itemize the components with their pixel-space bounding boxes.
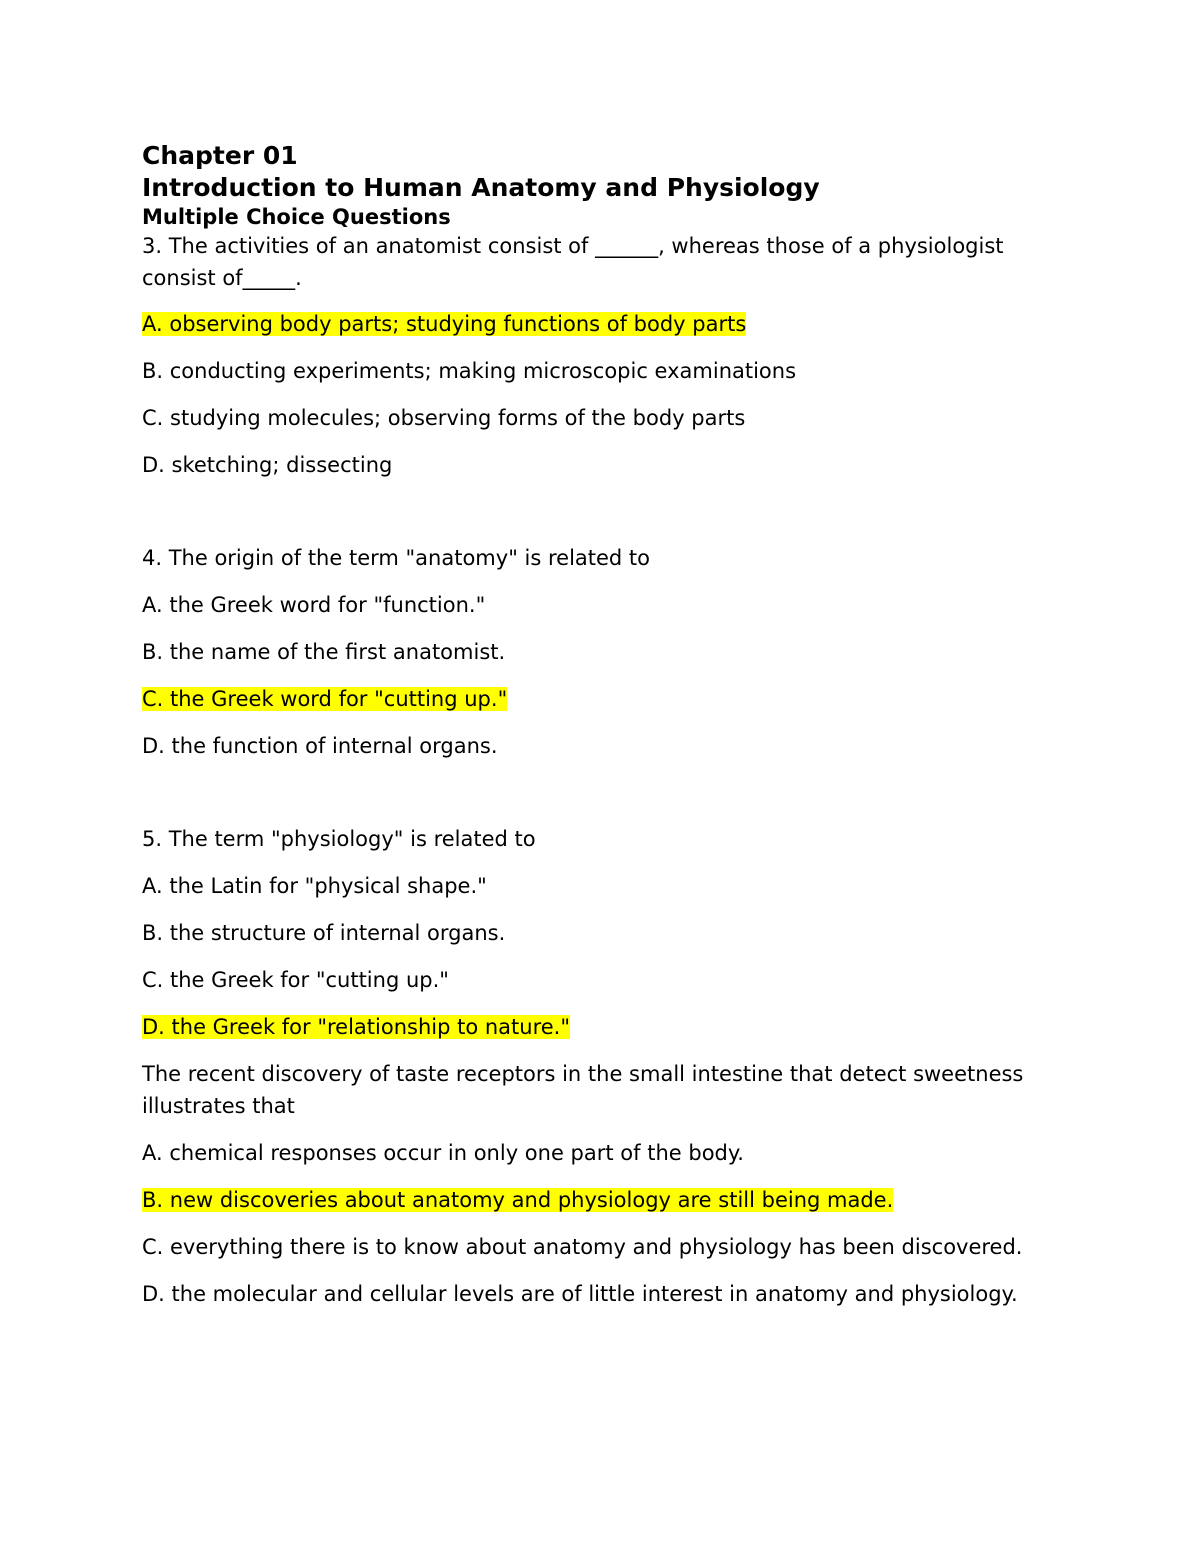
question-stem: 3. The activities of an anatomist consist of ______, whereas those of a physiologist consist of_____. — [142, 234, 1004, 290]
answer-option: C. studying molecules; observing forms of the body parts — [142, 406, 746, 430]
answer-option: C. everything there is to know about anatomy and physiology has been discovered. — [142, 1235, 1023, 1259]
answer-option-correct: C. the Greek word for "cutting up." — [142, 687, 508, 711]
question-block — [142, 542, 1042, 762]
answer-option-correct: B. new discoveries about anatomy and physiology are still being made. — [142, 1188, 894, 1212]
answer-option: D. the function of internal organs. — [142, 734, 498, 758]
chapter-heading: Chapter 01 — [142, 141, 298, 170]
question-block — [142, 230, 1042, 481]
answer-option: B. the name of the first anatomist. — [142, 640, 506, 664]
answer-option-correct: D. the Greek for "relationship to nature." — [142, 1015, 571, 1039]
answer-option: B. the structure of internal organs. — [142, 921, 506, 945]
document-page — [142, 140, 1042, 1325]
question-block — [142, 1058, 1042, 1310]
question-stem: 5. The term "physiology" is related to — [142, 827, 536, 851]
answer-option: D. sketching; dissecting — [142, 453, 393, 477]
spacer — [142, 777, 1042, 823]
answer-option-correct: A. observing body parts; studying functions of body parts — [142, 312, 747, 336]
chapter-title: Introduction to Human Anatomy and Physiology — [142, 173, 820, 202]
section-heading: Multiple Choice Questions — [142, 205, 451, 229]
question-stem: 4. The origin of the term "anatomy" is related to — [142, 546, 651, 570]
answer-option: A. the Greek word for "function." — [142, 593, 486, 617]
answer-option: C. the Greek for "cutting up." — [142, 968, 449, 992]
answer-option: D. the molecular and cellular levels are of little interest in anatomy and physiology. — [142, 1282, 1018, 1306]
answer-option: A. the Latin for "physical shape." — [142, 874, 487, 898]
answer-option: A. chemical responses occur in only one part of the body. — [142, 1141, 744, 1165]
question-stem: The recent discovery of taste receptors in the small intestine that detect sweetness illustrates that — [142, 1062, 1024, 1118]
answer-option: B. conducting experiments; making microscopic examinations — [142, 359, 797, 383]
question-block — [142, 823, 1042, 1043]
spacer — [142, 496, 1042, 542]
